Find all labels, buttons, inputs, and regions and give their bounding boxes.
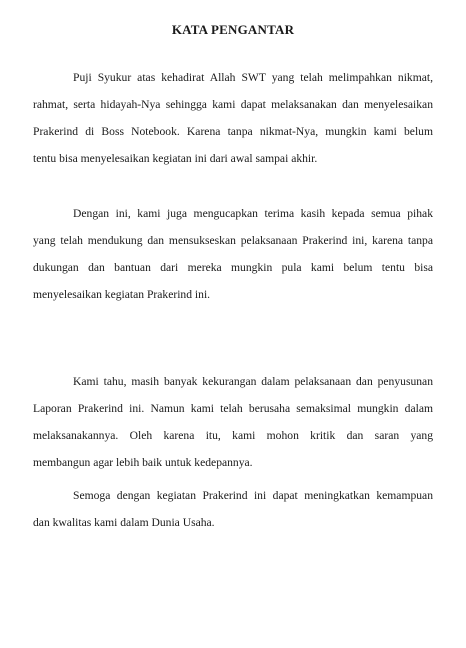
paragraph-line: Puji Syukur atas kehadirat Allah SWT yang telah melimpahkan nikmat,	[73, 71, 433, 84]
paragraph-line: menyelesaikan kegiatan Prakerind ini.	[33, 288, 211, 301]
paragraph-line: Semoga dengan kegiatan Prakerind ini dapat meningkatkan kemampuan	[73, 489, 433, 502]
paragraph-2	[33, 200, 433, 308]
paragraph-line: melaksanakannya. Oleh karena itu, kami mohon kritik dan saran yang	[33, 429, 433, 442]
paragraph-line: Dengan ini, kami juga mengucapkan terima kasih kepada semua pihak	[73, 207, 433, 220]
paragraph-3	[33, 368, 433, 476]
paragraph-line: Laporan Prakerind ini. Namun kami telah berusaha semaksimal mungkin dalam	[33, 402, 433, 415]
paragraph-line: membangun agar lebih baik untuk kedepannya.	[33, 456, 253, 469]
paragraph-line: Prakerind di Boss Notebook. Karena tanpa nikmat-Nya, mungkin kami belum	[33, 125, 433, 138]
paragraph-line: Kami tahu, masih banyak kekurangan dalam pelaksanaan dan penyusunan	[73, 375, 433, 388]
paragraph-1	[33, 64, 433, 172]
paragraph-line: rahmat, serta hidayah-Nya sehingga kami dapat melaksanakan dan menyelesaikan	[33, 98, 433, 111]
paragraph-line: dan kwalitas kami dalam Dunia Usaha.	[33, 516, 215, 529]
paragraph-line: tentu bisa menyelesaikan kegiatan ini dari awal sampai akhir.	[33, 152, 318, 165]
paragraph-line: yang telah mendukung dan mensukseskan pelaksanaan Prakerind ini, karena tanpa	[33, 234, 433, 247]
paragraph-4	[33, 482, 433, 536]
paragraph-line: dukungan dan bantuan dari mereka mungkin pula kami belum tentu bisa	[33, 261, 433, 274]
page-title: KATA PENGANTAR	[171, 22, 295, 37]
